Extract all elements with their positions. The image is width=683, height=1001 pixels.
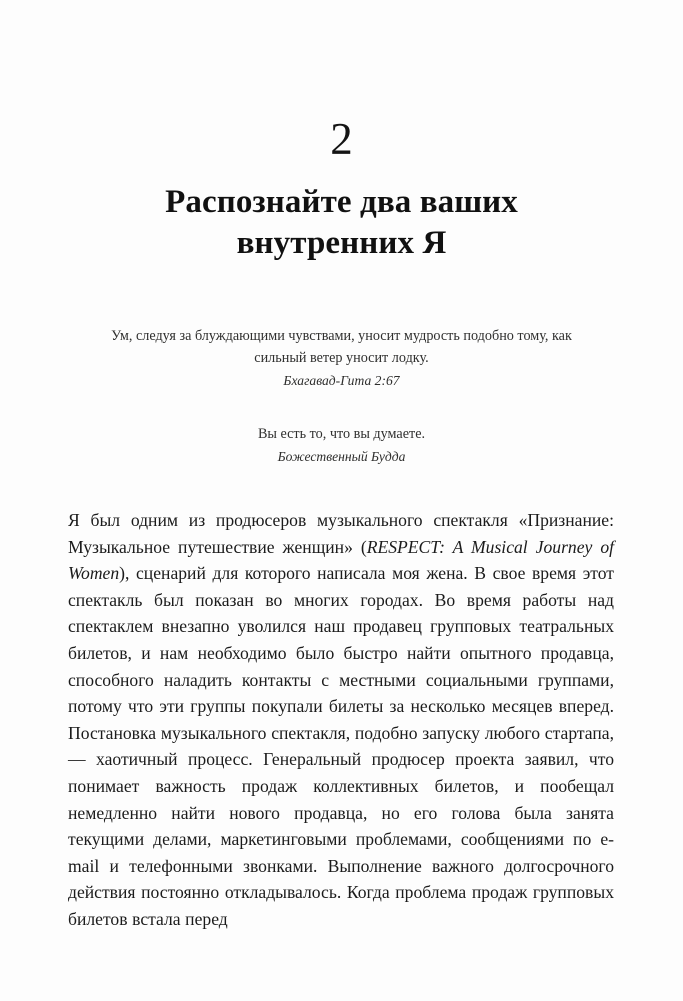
- chapter-title-line-2: внутренних Я: [236, 225, 447, 261]
- epigraph-source: Божественный Будда: [277, 449, 406, 464]
- body-paragraph: [68, 507, 614, 933]
- epigraph-buddha: [106, 424, 578, 468]
- epigraph-group: [0, 326, 683, 468]
- epigraph-spacer: [0, 392, 683, 424]
- epigraph-bhagavad-gita: [106, 326, 578, 392]
- body-text-segment-1: Я был одним из продюсеров музыкального спектакля «Признание: Музыкальное путешествие женщин» (: [68, 510, 614, 557]
- chapter-title-line-1: Распознайте два ваших: [165, 184, 518, 220]
- epigraph-source: Бхагавад-Гита 2:67: [283, 373, 400, 388]
- epigraph-text: Вы есть то, что вы думаете.: [257, 425, 426, 442]
- chapter-title: [0, 182, 683, 264]
- epigraph-text: Ум, следуя за блуждающими чувствами, уносит мудрость подобно тому, как сильный ветер уносит лодку.: [111, 328, 572, 366]
- body-text-block: [68, 507, 614, 933]
- show-title-italic: RESPECT: A Musical Journey of Women: [68, 536, 614, 584]
- chapter-number: 2: [330, 114, 353, 164]
- body-text-segment-2: ), сценарий для которого написала моя жена. В свое время этот спектакль был показан во многих городах. Во время работы над спектаклем внезапно уволился наш продавец групповых театральных билетов, и нам необходимо было быстро найти опытного продавца, способного наладить контакты с местными социальными группами, потому что эти группы покупали билеты за несколько месяцев вперед. Постановка музыкального спектакля, подобно запуску любого стартапа, — хаотичный процесс. Генеральный продюсер проекта заявил, что понимает важность продаж коллективных билетов, и пообещал немедленно найти нового продавца, но его голова была занята текущими делами, маркетинговыми проблемами, сообщениями по e-mail и телефонными звонками. Выполнение важного долгосрочного действия постоянно откладывалось. Когда проблема продаж групповых билетов встала перед: [68, 563, 614, 929]
